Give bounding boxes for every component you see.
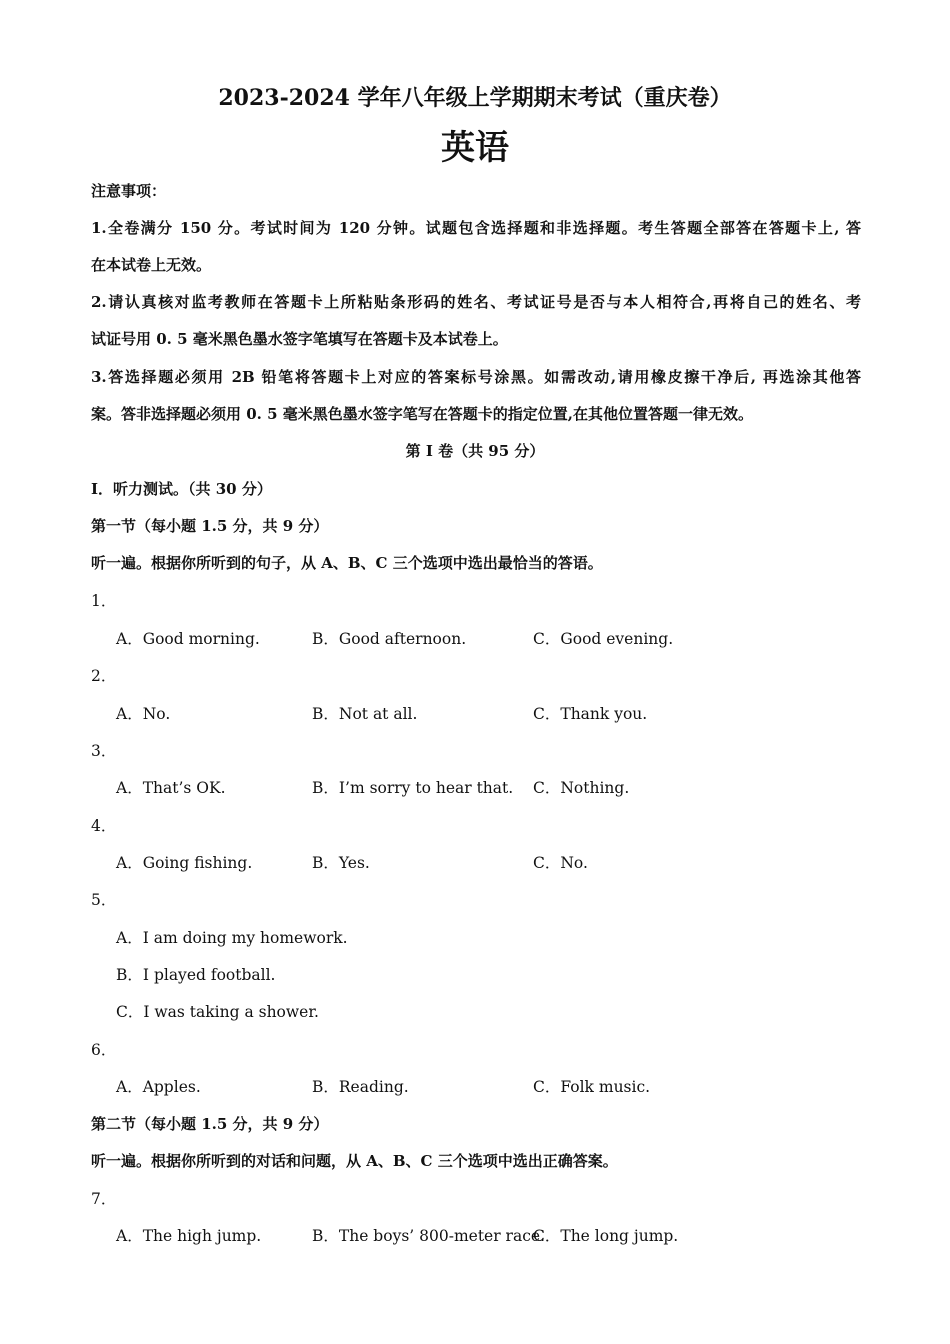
option-a: A．Going fishing. <box>116 854 253 872</box>
option-c: C．I was taking a shower. <box>116 1003 319 1021</box>
option-b: B．I played football. <box>116 966 276 984</box>
question-number: 5． <box>91 891 117 909</box>
option-b: B．I’m sorry to hear that. <box>312 779 514 797</box>
option-c: C．Good evening. <box>533 630 674 648</box>
option-c: C．The long jump. <box>533 1227 679 1245</box>
option-b: B．Reading. <box>312 1078 409 1096</box>
option-b: B．The boys’ 800-meter race. <box>312 1227 545 1245</box>
question-number: 2． <box>91 667 117 685</box>
notice-line: 2.请认真核对监考教师在答题卡上所粘贴条形码的姓名、考试证号是否与本人相符合,再将自己的姓名、考 <box>91 293 861 311</box>
option-c: C．Thank you. <box>533 705 648 723</box>
option-a: A．The high jump. <box>116 1227 262 1245</box>
option-c: C．Nothing. <box>533 779 630 797</box>
option-a: A．I am doing my homework. <box>116 929 348 947</box>
option-a: A．That’s OK. <box>116 779 226 797</box>
notice-line: 在本试卷上无效。 <box>91 256 212 274</box>
question-number: 1． <box>91 592 117 610</box>
exam-title: 2023-2024 学年八年级上学期期末考试（重庆卷） <box>218 85 732 111</box>
question-number: 6． <box>91 1041 117 1059</box>
notice-line: 3.答选择题必须用 2B 铅笔将答题卡上对应的答案标号涂黑。如需改动,请用橡皮擦干净后, 再选涂其他答 <box>91 368 861 386</box>
option-a: A．Apples. <box>116 1078 201 1096</box>
question-number: 7． <box>91 1190 117 1208</box>
notice-line: 试证号用 0. 5 毫米黑色墨水签字笔填写在答题卡及本试卷上。 <box>91 330 508 348</box>
subsection-instruction: 听一遍。根据你所听到的对话和问题，从 A、B、C 三个选项中选出正确答案。 <box>91 1152 618 1170</box>
subsection-title: 第二节（每小题 1.5 分，共 9 分） <box>91 1115 329 1133</box>
option-c: C．Folk music. <box>533 1078 651 1096</box>
section-title: I．听力测试。（共 30 分） <box>91 480 272 498</box>
notice-heading: 注意事项： <box>91 182 167 200</box>
option-b: B．Not at all. <box>312 705 418 723</box>
part-heading: 第 I 卷（共 95 分） <box>405 442 545 460</box>
question-number: 3． <box>91 742 117 760</box>
option-b: B．Yes. <box>312 854 370 872</box>
notice-line: 1.全卷满分 150 分。考试时间为 120 分钟。试题包含选择题和非选择题。考生答题全部答在答题卡上, 答 <box>91 219 861 237</box>
question-number: 4． <box>91 817 117 835</box>
option-b: B．Good afternoon. <box>312 630 467 648</box>
option-a: A．No. <box>116 705 171 723</box>
option-c: C．No. <box>533 854 588 872</box>
subsection-title: 第一节（每小题 1.5 分，共 9 分） <box>91 517 329 535</box>
notice-line: 案。答非选择题必须用 0. 5 毫米黑色墨水签字笔写在答题卡的指定位置,在其他位置答题一律无效。 <box>91 405 753 423</box>
subsection-instruction: 听一遍。根据你所听到的句子，从 A、B、C 三个选项中选出最恰当的答语。 <box>91 554 603 572</box>
subject-title: 英语 <box>441 128 509 168</box>
option-a: A．Good morning. <box>116 630 260 648</box>
